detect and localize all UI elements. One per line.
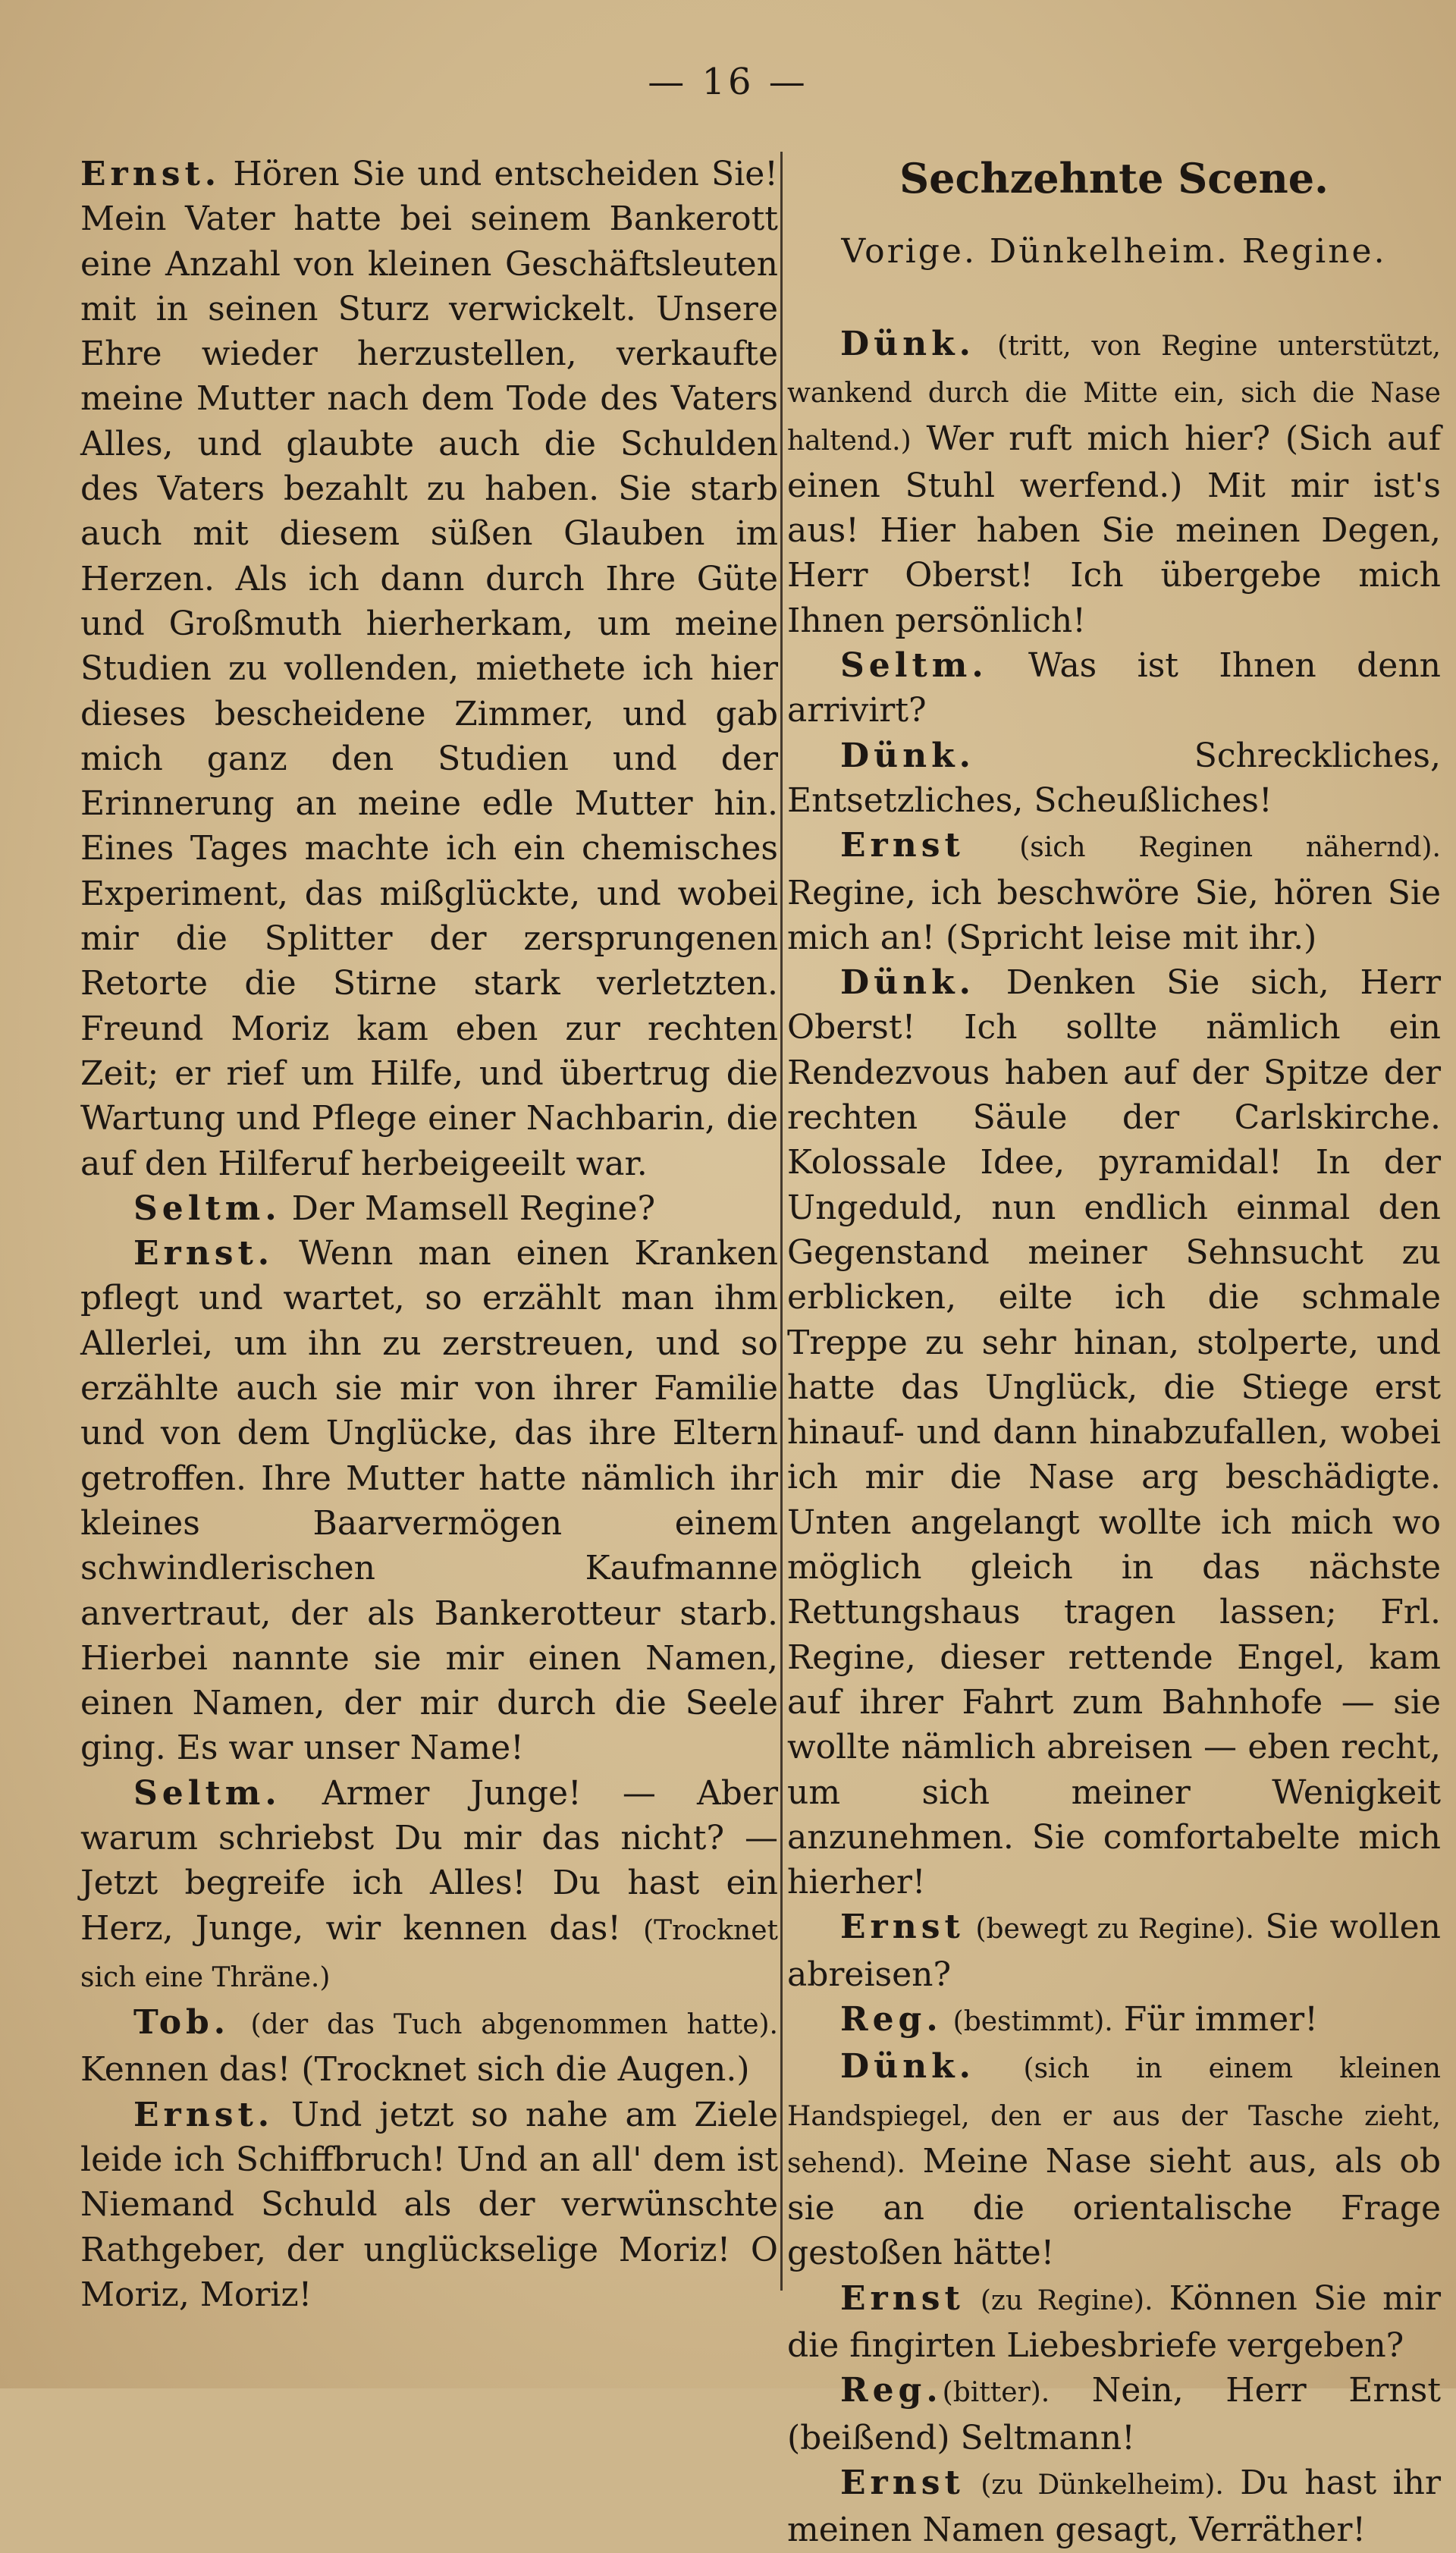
speaker-name: Reg. (840, 1999, 943, 2039)
speaker-name: Ernst. (80, 155, 221, 193)
speaker-name: Ernst (840, 2463, 965, 2502)
paragraph (80, 2093, 778, 2317)
dialogue-text (943, 2000, 953, 2039)
stage-direction: (Trocknet sich eine Thräne.) (80, 1914, 778, 1993)
paragraph (787, 2368, 1441, 2460)
speaker-name: Dünk. (840, 2047, 975, 2087)
dialogue-text: Denken Sie sich, Herr Oberst! Ich sollte nämlich ein Rendezvous haben auf der Spitze der rechten Säule der Carlskirche. Kolossale Idee, pyramidal! In der Ungeduld, nun endlich einmal den Gegenstand meiner Sehnsucht zu erblicken, eilte ich die schmale Treppe zu sehr hinan, stolperte, und hatte das Unglück, die Stiege erst hinauf- und dann hinabzufallen, wobei ich mir die Nase arg beschädigte. Unten angelangt wollte ich mich wo möglich gleich in das nächste Rettungshaus tragen lassen; Frl. Regine, dieser rettende Engel, kam auf ihrer Fahrt zum Bahnhofe — sie wollte nämlich abreisen — eben recht, um sich meiner Wenigkeit anzunehmen. Sie comfortabelte mich hierher! (787, 963, 1441, 1902)
speaker-name: Ernst (840, 826, 965, 865)
stage-direction: (zu Dünkelheim). (981, 2469, 1224, 2501)
dialogue-text (965, 2464, 981, 2502)
speaker-name: Seltm. (133, 1773, 281, 1813)
dialogue-text: Und jetzt so nahe am Ziele leide ich Schiffbruch! Und an all' dem ist Niemand Schuld als der verwünschte Rathgeber, der unglückselige Moriz! O Moriz, Moriz! (80, 2095, 778, 2314)
column-divider (780, 152, 783, 2291)
dialogue-text: Wer ruft mich hier? (Sich auf einen Stuhl werfend.) Mit mir ist's aus! Hier haben Sie meinen Degen, Herr Oberst! Ich übergebe mich Ihnen persönlich! (787, 419, 1441, 640)
stage-direction: (sich Reginen nähernd). (1019, 832, 1441, 864)
paragraph (787, 2044, 1441, 2275)
dialogue-text (965, 826, 1019, 865)
stage-direction: (zu Regine). (980, 2285, 1153, 2316)
dialogue-text: Regine, ich beschwöre Sie, hören Sie mich an! (Spricht leise mit ihr.) (787, 873, 1441, 957)
paragraph (787, 960, 1441, 1905)
dialogue-text: Für immer! (1112, 1999, 1318, 2039)
right-paragraphs (787, 322, 1441, 2553)
speaker-name: Ernst. (133, 2095, 275, 2134)
dialogue-text: Du hast ihr meinen Namen gesagt, Verräther! (787, 2463, 1441, 2550)
speaker-name: Ernst. (133, 1234, 275, 1273)
speaker-name: Reg. (840, 2371, 943, 2410)
paragraph (787, 643, 1441, 733)
dialogue-text: Können Sie mir die fingirten Liebesbriefe vergeben? (787, 2278, 1441, 2366)
page-number: — 16 — (648, 61, 808, 103)
dialogue-text (965, 1908, 976, 1946)
dialogue-text: Meine Nase sieht aus, als ob sie an die orientalische Frage gestoßen hätte! (787, 2141, 1441, 2273)
stage-direction: (der das Tuch abgenommen hatte). (250, 2009, 778, 2041)
speaker-name: Dünk. (840, 963, 975, 1003)
paragraph (80, 1231, 778, 1771)
dialogue-text: Schreckliches, Entsetzliches, Scheußliches! (787, 736, 1441, 820)
speaker-name: Dünk. (840, 736, 975, 775)
stage-direction: (bewegt zu Regine). (975, 1914, 1254, 1945)
dialogue-text: Wenn man einen Kranken pflegt und wartet, so erzählt man ihm Allerlei, um ihn zu zerstreuen, und so erzählte auch sie mir von ihrer Familie und von dem Unglücke, das ihre Eltern getroffen. Ihre Mutter hatte nämlich ihr kleines Baarvermögen einem schwindlerischen Kaufmanne anvertraut, der als Bankerotteur starb. Hierbei nannte sie mir einen Namen, einen Namen, der mir durch die Seele ging. Es war unser Name! (80, 1234, 778, 1768)
paragraph (80, 152, 778, 1186)
paragraph (787, 2460, 1441, 2553)
cast-list: Vorige. Dünkelheim. Regine. (841, 232, 1387, 271)
dialogue-text: Sie wollen abreisen? (787, 1908, 1441, 1994)
paragraph (80, 1186, 778, 1231)
dialogue-text (965, 2279, 981, 2318)
scene-title: Sechzehnte Scene. (899, 154, 1329, 203)
stage-direction: (bitter). (942, 2377, 1050, 2409)
dialogue-text (975, 2047, 1024, 2086)
dialogue-text: Nein, Herr Ernst (beißend) Seltmann! (787, 2371, 1441, 2457)
paragraph (80, 1771, 778, 2000)
paragraph (787, 1905, 1441, 1997)
speaker-name: Seltm. (133, 1189, 281, 1228)
stage-direction: (sich in einem kleinen Handspiegel, den er aus der Tasche zieht, sehend). (787, 2053, 1441, 2179)
left-column (80, 152, 778, 2328)
speaker-name: Dünk. (840, 325, 975, 363)
stage-direction: (tritt, von Regine unterstützt, wankend durch die Mitte ein, sich die Nase haltend.) (787, 331, 1441, 457)
dialogue-text: Hören Sie und entscheiden Sie! Mein Vater hatte bei seinem Bankerott eine Anzahl von kleinen Geschäftsleuten mit in seinen Sturz verwickelt. Unsere Ehre wieder herzustellen, verkaufte meine Mutter nach dem Tode des Vaters Alles, und glaubte auch die Schulden des Vaters bezahlt zu haben. Sie starb auch mit diesem süßen Glauben im Herzen. Als ich dann durch Ihre Güte und Großmuth hierherkam, um meine Studien zu vollenden, miethete ich hier dieses bescheidene Zimmer, und gab mich ganz den Studien und der Erinnerung an meine edle Mutter hin. Eines Tages machte ich ein chemisches Experiment, das mißglückte, und wobei mir die Splitter der zersprungenen Retorte die Stirne stark verletzten. Freund Moriz kam eben zur rechten Zeit; er rief um Hilfe, und übertrug die Wartung und Pflege einer Nachbarin, die auf den Hilferuf herbeigeeilt war. (80, 155, 778, 1183)
dialogue-text: Was ist Ihnen denn arrivirt? (787, 646, 1441, 730)
paragraph (787, 322, 1441, 643)
dialogue-text: Der Mamsell Regine? (281, 1189, 656, 1228)
paragraph (787, 733, 1441, 824)
paragraph (787, 2276, 1441, 2369)
speaker-name: Ernst (840, 1908, 965, 1947)
paragraph (787, 1997, 1441, 2044)
right-column (787, 152, 1441, 2550)
speaker-name: Seltm. (840, 646, 988, 686)
stage-direction: (bestimmt). (952, 2005, 1113, 2037)
speaker-name: Tob. (133, 2003, 231, 2043)
speaker-name: Ernst (840, 2278, 965, 2318)
paragraph (787, 823, 1441, 960)
dialogue-text (230, 2003, 250, 2042)
dialogue-text: Armer Junge! — Aber warum schriebst Du mir das nicht? — Jetzt begreife ich Alles! Du hast ein Herz, Junge, wir kennen das! (80, 1773, 778, 1948)
dialogue-text: Kennen das! (Trocknet sich die Augen.) (80, 2050, 750, 2090)
paragraph (80, 2000, 778, 2093)
dialogue-text (975, 325, 997, 363)
